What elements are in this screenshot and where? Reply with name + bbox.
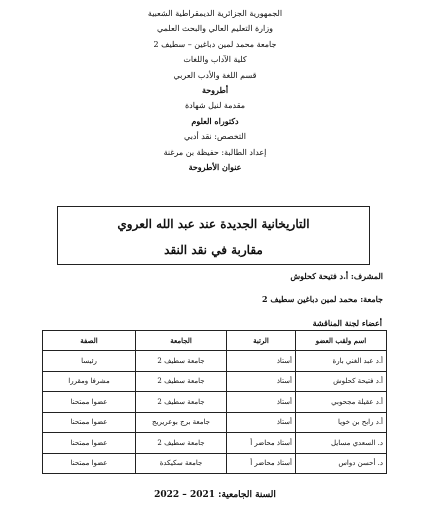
member-rank: أستاذ bbox=[227, 412, 296, 433]
republic-name: الجمهورية الجزائرية الديمقراطية الشعبية bbox=[147, 9, 283, 18]
table-row bbox=[43, 351, 387, 372]
header-rank: الرتبة bbox=[227, 331, 296, 351]
member-name: د. أحسن دواس bbox=[296, 453, 387, 474]
header-role: الصفة bbox=[43, 331, 136, 351]
member-role: عضوا ممتحنا bbox=[43, 433, 136, 454]
member-rank: أستاذ محاضر أ bbox=[227, 453, 296, 474]
degree-name: دكتوراه العلوم bbox=[191, 115, 239, 126]
committee-title: أعضاء لجنة المناقشة bbox=[312, 318, 382, 328]
university-name: جامعة محمد لمين دباغين – سطيف 2 bbox=[153, 39, 277, 49]
document-type: أطروحة bbox=[201, 85, 229, 96]
member-rank: أستاذ bbox=[227, 351, 296, 372]
member-rank: أستاذ bbox=[227, 392, 296, 413]
thesis-title-label: عنوان الأطروحة bbox=[188, 162, 242, 173]
specialty: التخصص: نقد أدبي bbox=[184, 132, 246, 142]
member-role: رئيسا bbox=[43, 351, 136, 372]
member-university: جامعة سطيف 2 bbox=[136, 392, 227, 413]
header-member-name: اسم ولقب العضو bbox=[296, 331, 387, 351]
university-line: جامعة: محمد لمين دباغين سطيف 2 bbox=[262, 294, 383, 304]
member-role: عضوا ممتحنا bbox=[43, 392, 136, 413]
table-row bbox=[43, 453, 387, 474]
table-row bbox=[43, 412, 387, 433]
table-row bbox=[43, 371, 387, 392]
member-name: أ.د عبد الغني بارة bbox=[296, 351, 387, 372]
member-university: جامعة برج بوعريريج bbox=[136, 412, 227, 433]
committee-table bbox=[42, 330, 387, 474]
ministry-name: وزارة التعليم العالي والبحث العلمي bbox=[157, 24, 273, 34]
member-university: جامعة سطيف 2 bbox=[136, 351, 227, 372]
member-rank: أستاذ bbox=[227, 371, 296, 392]
member-university: جامعة سطيف 2 bbox=[136, 433, 227, 454]
department-name: قسم اللغة والأدب العربي bbox=[173, 70, 257, 80]
member-name: أ.د فتيحة كحلوش bbox=[296, 371, 387, 392]
member-name: د. السعدي مسايل bbox=[296, 433, 387, 454]
thesis-title-line-1: التاريخانية الجديدة عند عبد الله العروي bbox=[117, 217, 310, 231]
header-university: الجامعة bbox=[136, 331, 227, 351]
member-university: جامعة سطيف 2 bbox=[136, 371, 227, 392]
member-role: مشرفا ومقررا bbox=[43, 371, 136, 392]
member-role: عضوا ممتحنا bbox=[43, 453, 136, 474]
table-row bbox=[43, 392, 387, 413]
header-block bbox=[0, 6, 430, 175]
faculty-name: كلية الآداب واللغات bbox=[183, 55, 247, 65]
table-row bbox=[43, 433, 387, 454]
prepared-by: إعداد الطالبة: حفيظة بن مرغنة bbox=[163, 147, 267, 157]
academic-year: السنة الجامعية: 2021 – 2022 bbox=[154, 490, 276, 500]
member-role: عضوا ممتحنا bbox=[43, 412, 136, 433]
member-university: جامعة سكيكدة bbox=[136, 453, 227, 474]
submission-note: مقدمة لنيل شهادة bbox=[184, 101, 246, 111]
member-rank: أستاذ محاضر أ bbox=[227, 433, 296, 454]
member-name: أ.د عقيلة مجحوبي bbox=[296, 392, 387, 413]
thesis-title-box bbox=[57, 206, 370, 265]
member-name: أ.د رابح بن خويا bbox=[296, 412, 387, 433]
table-header-row bbox=[43, 331, 387, 351]
supervisor-line: المشرف: أ.د فتيحة كحلوش bbox=[290, 271, 383, 281]
thesis-title-line-2: مقاربة في نقد النقد bbox=[164, 243, 263, 257]
